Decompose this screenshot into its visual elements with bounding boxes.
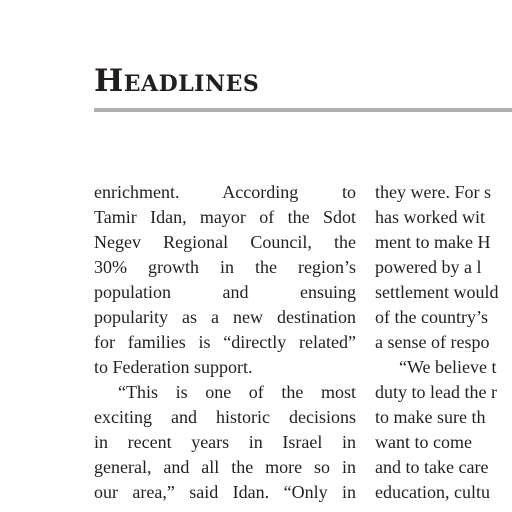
- text-line: has worked wit: [375, 207, 485, 227]
- text-line: of the country’s: [375, 307, 488, 327]
- text-line: exciting and historic decisions: [94, 407, 356, 427]
- text-line: and to take care: [375, 457, 489, 477]
- text-line: Negev Regional Council, the: [94, 232, 356, 252]
- text-line: for families is “directly related”: [94, 332, 356, 352]
- text-line: a sense of respo: [375, 332, 490, 352]
- column-right: [375, 180, 512, 505]
- text-line: 30% growth in the region’s: [94, 257, 356, 277]
- text-line: they were. For s: [375, 182, 491, 202]
- text-line: duty to lead the r: [375, 382, 497, 402]
- text-line: our area,” said Idan. “Only in: [94, 482, 356, 502]
- text-line: in recent years in Israel in: [94, 432, 356, 452]
- section-title: Headlines: [94, 63, 260, 99]
- text-line: population and ensuing: [94, 282, 356, 302]
- text-line: education, cultu: [375, 482, 490, 502]
- text-line: ment to make H: [375, 232, 491, 252]
- text-line: settlement would: [375, 282, 499, 302]
- text-line: enrichment. According to: [94, 182, 356, 202]
- text-line: Tamir Idan, mayor of the Sdot: [94, 207, 356, 227]
- text-line: popularity as a new destination: [94, 307, 356, 327]
- text-line: powered by a l: [375, 257, 482, 277]
- text-line: “This is one of the most: [118, 382, 356, 402]
- column-left: [94, 180, 356, 505]
- text-line: want to come: [375, 432, 472, 452]
- text-line: to Federation support.: [94, 357, 253, 377]
- text-line: to make sure th: [375, 407, 486, 427]
- text-line: “We believe t: [399, 357, 497, 377]
- header-rule: [94, 108, 512, 112]
- text-line: general, and all the more so in: [94, 457, 356, 477]
